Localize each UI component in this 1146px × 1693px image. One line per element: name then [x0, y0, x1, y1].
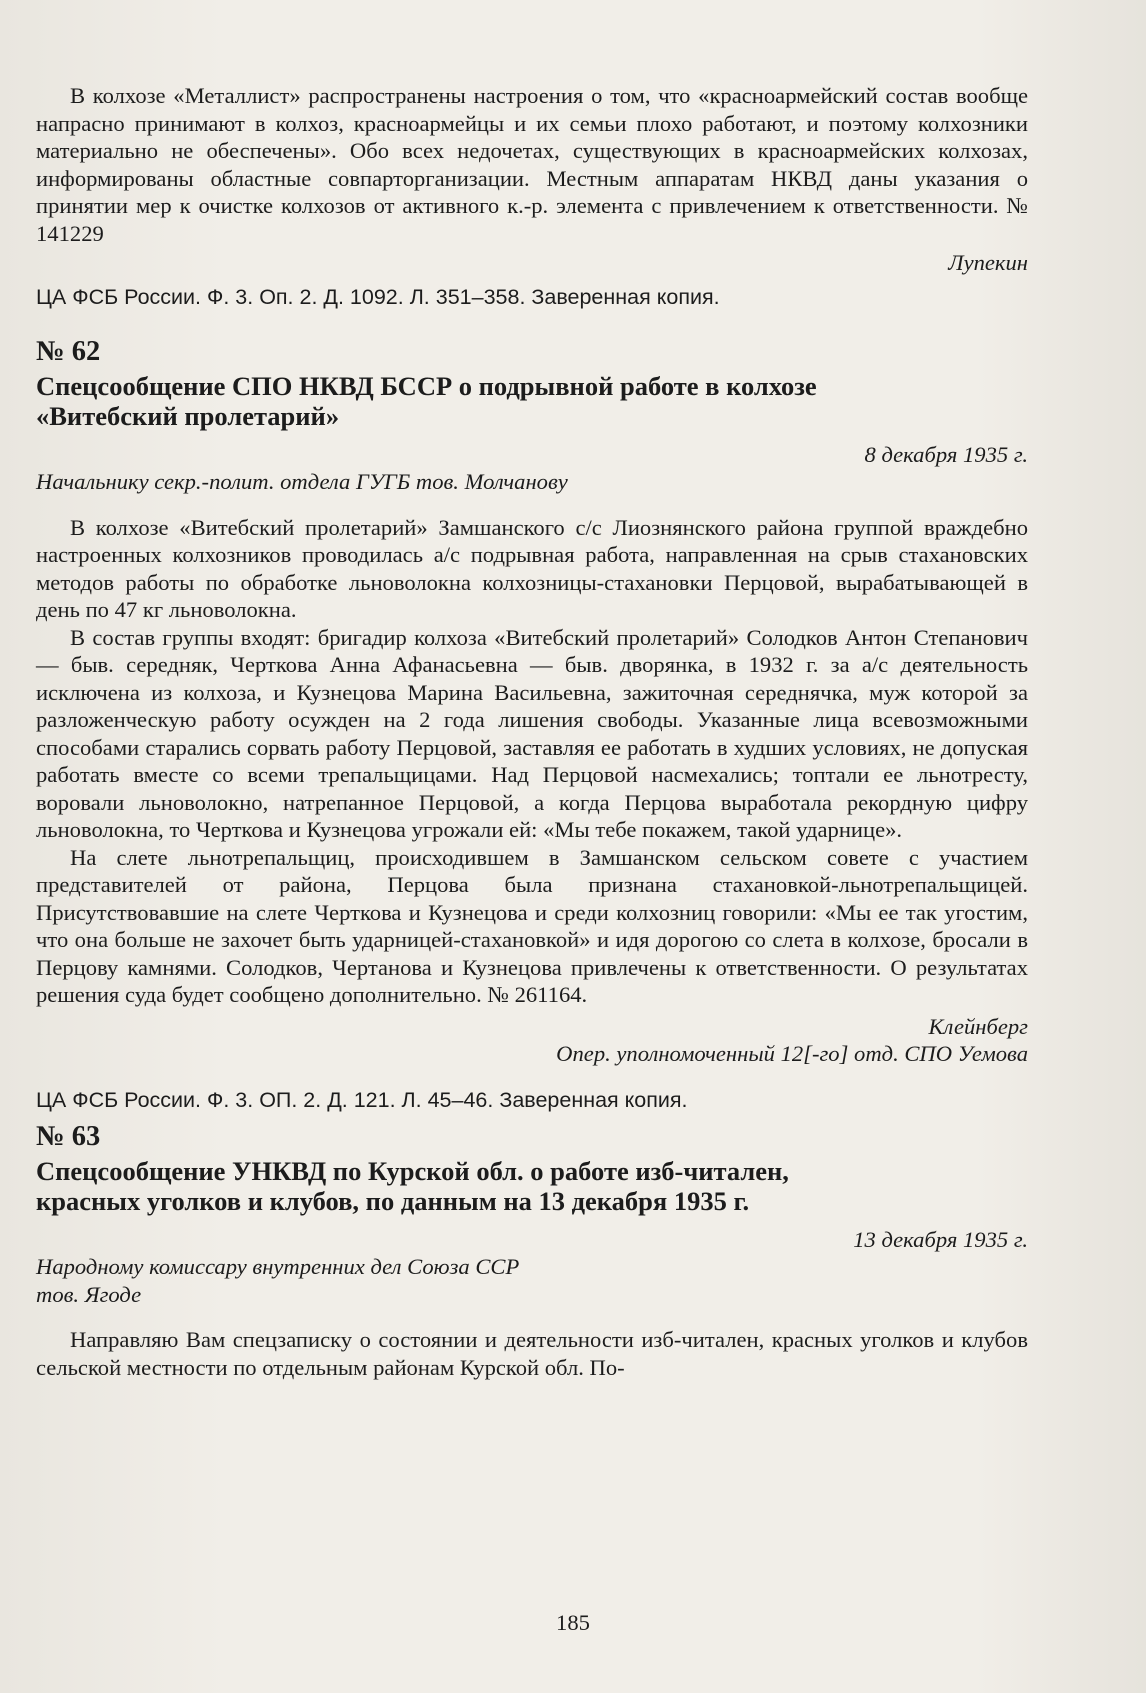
signature-position: Опер. уполномоченный 12[-го] отд. СПО Уемова — [556, 1041, 1028, 1066]
archive-source: ЦА ФСБ России. Ф. 3. Оп. 2. Д. 1092. Л. 351–358. Заверенная копия. — [36, 284, 720, 309]
signature-kleinberg: Клейнберг — [928, 1013, 1028, 1039]
paragraph: В состав группы входят: бригадир колхоза «Витебский пролетарий» Солодков Антон Степанович — быв. середняк, Черткова Анна Афанасьевна — быв. дворянка, в 1932 г. за а/с деятельность исключена из колхоза, и Кузнецова Марина Васильевна, зажиточная середнячка, муж которой за разложенческую работу осужден на 2 года лишения свободы. Указанные лица всевозможными способами старались сорвать работу Перцовой, заставляя ее работать в худших условиях, не допуская работать вместе со всеми трепальщицами. Над Перцовой насмехались; топтали ее льнотресту, воровали льноволокно, натрепанное Перцовой, а когда Перцова выработала рекордную цифру льноволокна, то Черткова и Кузнецова угрожали ей: «Мы тебе покажем, такой ударнице». — [36, 624, 1028, 842]
signature-lupekin: Лупекин — [948, 250, 1028, 275]
document-62 — [36, 337, 1028, 1114]
document-date: 13 декабря 1935 г. — [853, 1226, 1028, 1252]
document-number: № 63 — [36, 1120, 101, 1152]
paragraph: В колхозе «Витебский пролетарий» Замшанского с/с Лиознянского района группой враждебно настроенных колхозников проводилась а/с подрывная работа, направленная на срыв стахановских методов работы по обработке льноволокна колхозницы-стахановки Перцовой, вырабатывающей в день по 47 кг льноволокна. — [36, 514, 1028, 622]
document-number: № 62 — [36, 335, 101, 367]
document-title-line-2: «Витебский пролетарий» — [36, 400, 340, 431]
document-63 — [36, 1122, 1028, 1382]
paragraph: На слете льнотрепальщиц, происходившем в Замшанском сельском совете с участием представителей от района, Перцова была признана стахановкой-льнотрепальщицей. Присутствовавшие на слете Черткова и Кузнецова и среди колхозниц говорили: «Мы ее так угостим, что она больше не захочет быть ударницей-стахановкой» и идя дорогою со слета в колхозе, бросали в Перцову камнями. Солодков, Чертанова и Кузнецова привлечены к ответственности. О результатах решения суда будет сообщено дополнительно. № 261164. — [36, 844, 1028, 1007]
archive-source: ЦА ФСБ России. Ф. 3. ОП. 2. Д. 121. Л. 45–46. Заверенная копия. — [36, 1087, 688, 1112]
page-content — [36, 82, 1028, 1381]
document-title-line-1: Спецсообщение СПО НКВД БССР о подрывной работе в колхозе — [36, 370, 817, 401]
paragraph-metallist: В колхозе «Металлист» распространены настроения о том, что «красноармейский состав вообще напрасно принимают в колхоз, красноармейцы и их семьи плохо работают, и поэтому колхозники материально не обеспечены». Обо всех недочетах, существующих в красноармейских колхозах, информированы областные совпарторганизации. Местным аппаратам НКВД даны указания о принятии мер к очистке колхозов от активного к.-р. элемента с привлечением к ответственности. № 141229 — [36, 83, 1028, 246]
document-title-line-1: Спецсообщение УНКВД по Курской обл. о работе изб-читален, — [36, 1155, 789, 1186]
addressee: Начальнику секр.-полит. отдела ГУГБ тов. Молчанову — [36, 469, 568, 494]
paragraph: Направляю Вам спецзаписку о состоянии и деятельности изб-читален, красных уголков и клубов сельской местности по отдельным районам Курской обл. По- — [36, 1327, 1028, 1380]
page-number: 185 — [556, 1610, 590, 1635]
document-date: 8 декабря 1935 г. — [864, 441, 1028, 467]
addressee-line-1: Народному комиссару внутренних дел Союза ССР — [36, 1254, 520, 1279]
addressee-line-2: тов. Ягоде — [36, 1281, 142, 1307]
document-title-line-2: красных уголков и клубов, по данным на 13 декабря 1935 г. — [36, 1185, 750, 1216]
